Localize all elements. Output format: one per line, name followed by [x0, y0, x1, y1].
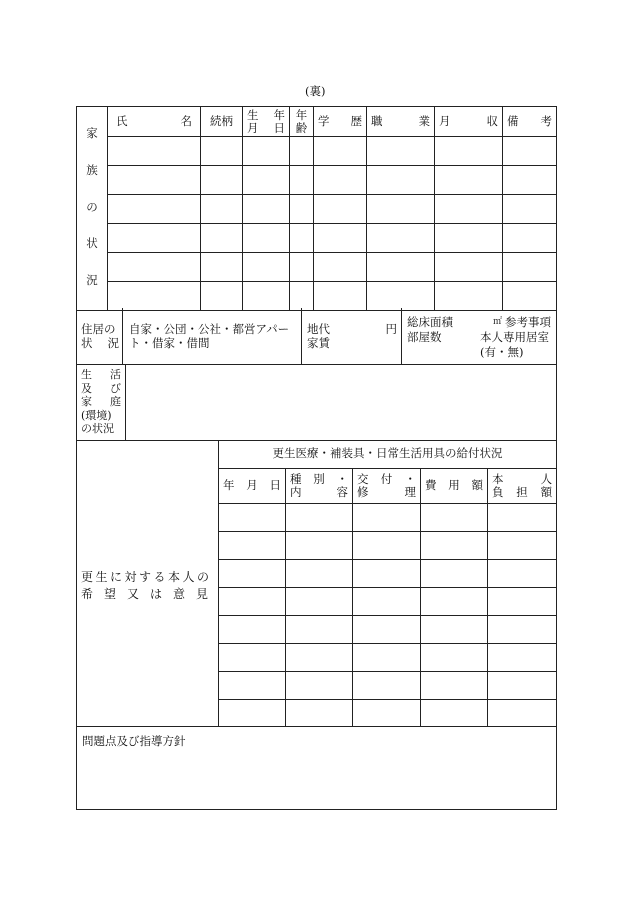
col-income-header: 月 収 — [435, 107, 503, 137]
rooms-label: 部屋数 — [407, 330, 442, 344]
benefits-row — [219, 699, 557, 726]
col-age-header: 年 齢 — [290, 107, 314, 137]
living-input[interactable] — [126, 364, 555, 440]
benefits-row — [219, 559, 557, 587]
residence-label: 住居の 状 況 — [81, 322, 119, 350]
family-row — [77, 195, 557, 224]
reference-label: 参考事項 — [505, 315, 551, 329]
area-unit: ㎡ — [493, 317, 503, 327]
family-row — [77, 282, 557, 311]
family-side-label: 家 族 の 状 況 — [77, 107, 108, 311]
col-relation-header: 続柄 — [201, 107, 243, 137]
wish-label: 更生に対する本人の 希望又は意見 — [81, 570, 220, 601]
benefits-title: 更生医療・補装具・日常生活用具の給付状況 — [219, 440, 557, 468]
col-remarks-header: 備 考 — [503, 107, 557, 137]
benefits-row — [219, 531, 557, 559]
benefits-row — [219, 615, 557, 643]
private-room-yes-no[interactable]: (有・無) — [480, 345, 524, 359]
benefits-row — [219, 587, 557, 615]
residence-types[interactable]: 自家・公団・公社・都営アパー ト・借家・借間 — [129, 322, 290, 350]
family-row — [77, 224, 557, 253]
family-table — [76, 106, 557, 311]
private-room-label: 本人専用居室 — [480, 330, 549, 344]
family-row — [77, 253, 557, 282]
page-label: (裏) — [305, 84, 326, 98]
family-row — [77, 166, 557, 195]
issues-label: 問題点及び指導方針 — [82, 734, 186, 748]
benefits-row — [219, 643, 557, 671]
living-label: 生 活 及 び 家 庭 (環境) の状況 — [81, 368, 121, 436]
col-type-header: 種 別 ・ 内 容 — [286, 468, 353, 503]
col-date-header: 年 月 日 — [219, 468, 286, 503]
benefits-row — [219, 671, 557, 699]
col-self-pay-header: 本 人 負 担 額 — [488, 468, 557, 503]
col-issue-header: 交 付 ・ 修 理 — [353, 468, 421, 503]
benefits-row — [219, 503, 557, 531]
col-occupation-header: 職 業 — [367, 107, 435, 137]
col-birthdate-header: 生 年 月 日 — [243, 107, 290, 137]
rent-field[interactable]: 地代 家賃 円 — [307, 322, 397, 350]
col-cost-header: 費 用 額 — [421, 468, 488, 503]
col-education-header: 学 歴 — [314, 107, 367, 137]
family-row — [77, 137, 557, 166]
col-name-header: 氏 名 — [108, 107, 201, 137]
floor-area-label: 総床面積 — [407, 315, 453, 329]
benefits-table — [218, 440, 557, 727]
